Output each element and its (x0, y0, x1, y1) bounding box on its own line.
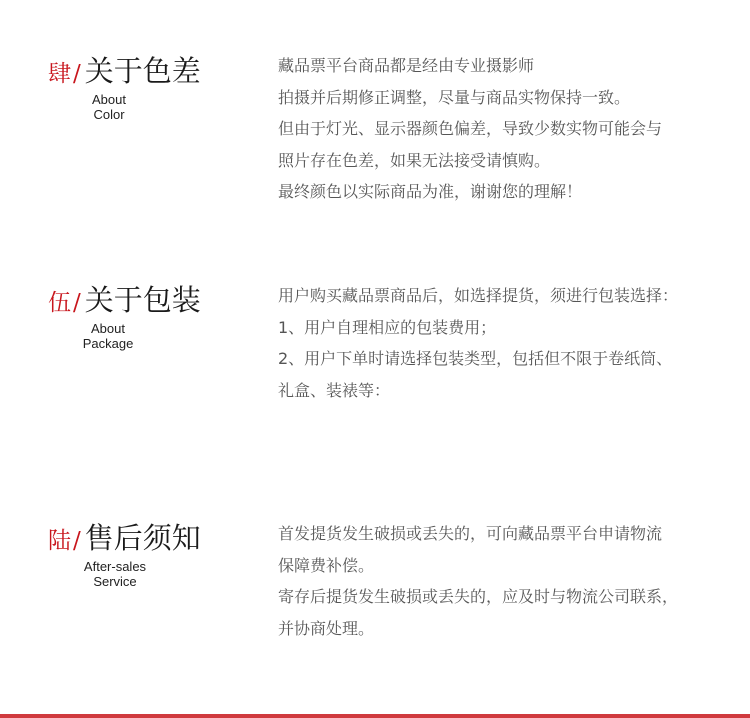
section-body (278, 50, 718, 208)
section-subtitle-en (54, 92, 164, 122)
body-line: 首发提货发生破损或丢失的，可向藏品票平台申请物流 (278, 524, 663, 543)
subtitle-line: Color (93, 107, 125, 122)
body-line: 藏品票平台商品都是经由专业摄影师 (278, 56, 535, 75)
section-subtitle-en (60, 559, 170, 589)
section-heading (48, 56, 201, 91)
subtitle-line: About (91, 321, 125, 336)
section-numeral: 陆 (48, 528, 71, 554)
section-body (278, 518, 718, 644)
subtitle-line: After-sales (83, 559, 147, 574)
body-line: 用户购买藏品票商品后，如选择提货，须进行包装选择： (278, 286, 679, 305)
body-line: 礼盒、装裱等： (278, 380, 391, 400)
section-heading (48, 285, 201, 320)
body-line: 保障费补偿。 (278, 555, 375, 575)
section-heading (48, 523, 201, 558)
section-numeral: 伍 (48, 290, 71, 316)
subtitle-line: Service (93, 574, 137, 589)
section-title: 关于色差 (84, 54, 201, 88)
heading-slash: / (73, 61, 81, 87)
subtitle-line: Package (82, 336, 134, 351)
section-body (278, 280, 718, 406)
section-subtitle-en (53, 321, 163, 351)
section-numeral: 肆 (48, 61, 71, 87)
subtitle-line: About (92, 92, 126, 107)
body-line: 并协商处理。 (278, 618, 375, 638)
body-line: 最终颜色以实际商品为准，谢谢您的理解！ (278, 182, 583, 201)
body-line: 拍摄并后期修正调整，尽量与商品实物保持一致。 (278, 87, 631, 107)
body-line: 2、用户下单时请选择包装类型，包括但不限于卷纸筒、 (278, 349, 673, 368)
section-title: 关于包装 (84, 283, 201, 317)
section-title: 售后须知 (84, 521, 201, 555)
body-line: 1、用户自理相应的包装费用； (278, 317, 497, 337)
body-line: 寄存后提货发生破损或丢失的，应及时与物流公司联系， (278, 587, 679, 606)
heading-slash: / (73, 528, 81, 554)
body-line: 但由于灯光、显示器颜色偏差，导致少数实物可能会与 (278, 119, 663, 138)
body-line: 照片存在色差，如果无法接受请慎购。 (278, 150, 551, 170)
bottom-divider (0, 714, 750, 718)
heading-slash: / (73, 290, 81, 316)
